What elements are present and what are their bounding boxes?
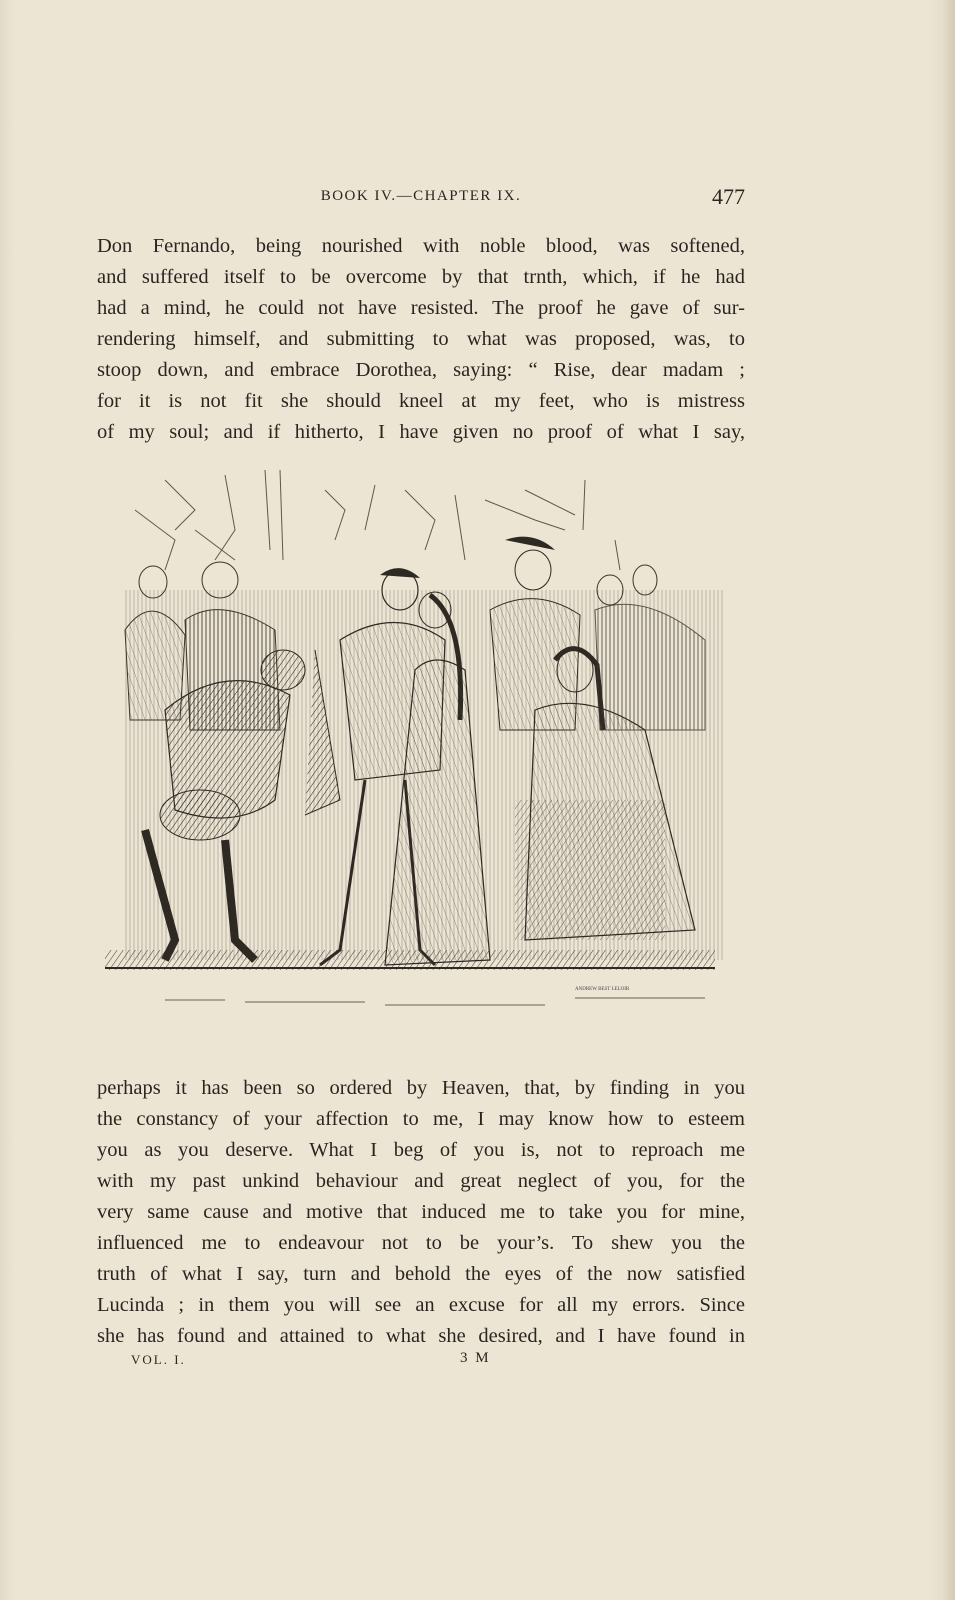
text-line: she has found and attained to what she desired, and I have found in [97, 1325, 745, 1347]
text-line: influenced me to endeavour not to be your’s. To shew you the [97, 1232, 745, 1254]
text-block-top [97, 231, 745, 448]
text-line: rendering himself, and submitting to what was proposed, was, to [97, 328, 745, 350]
text-line: Don Fernando, being nourished with noble blood, was softened, [97, 235, 745, 257]
text-line: for it is not fit she should kneel at my feet, who is mistress [97, 390, 745, 412]
text-line: Lucinda ; in them you will see an excuse for all my errors. Since [97, 1294, 745, 1316]
page-edge [941, 0, 955, 1600]
engraving-illustration [105, 470, 730, 1045]
text-block-bottom [97, 1073, 745, 1352]
text-line: you as you deserve. What I beg of you is, not to reproach me [97, 1139, 745, 1161]
running-head [97, 186, 745, 214]
text-line: and suffered itself to be overcome by that trnth, which, if he had [97, 266, 745, 288]
text-line: of my soul; and if hitherto, I have given no proof of what I say, [97, 421, 745, 443]
running-title: BOOK IV.—CHAPTER IX. [320, 188, 522, 204]
text-line: perhaps it has been so ordered by Heaven, that, by finding in you [97, 1077, 745, 1099]
page-number: 477 [712, 184, 745, 209]
text-line: truth of what I say, turn and behold the eyes of the now satisfied [97, 1263, 745, 1285]
text-line: had a mind, he could not have resisted. The proof he gave of sur- [97, 297, 745, 319]
footer-volume: VOL. I. [131, 1352, 186, 1367]
engraver-signature: ANDREW BEST LELOIR [575, 987, 630, 992]
text-line: stoop down, and embrace Dorothea, saying: “ Rise, dear madam ; [97, 359, 745, 381]
text-line: very same cause and motive that induced me to take you for mine, [97, 1201, 745, 1223]
text-line: with my past unkind behaviour and great neglect of you, for the [97, 1170, 745, 1192]
text-line: the constancy of your affection to me, I may know how to esteem [97, 1108, 745, 1130]
footer-signature-mark: 3 M [460, 1350, 491, 1366]
